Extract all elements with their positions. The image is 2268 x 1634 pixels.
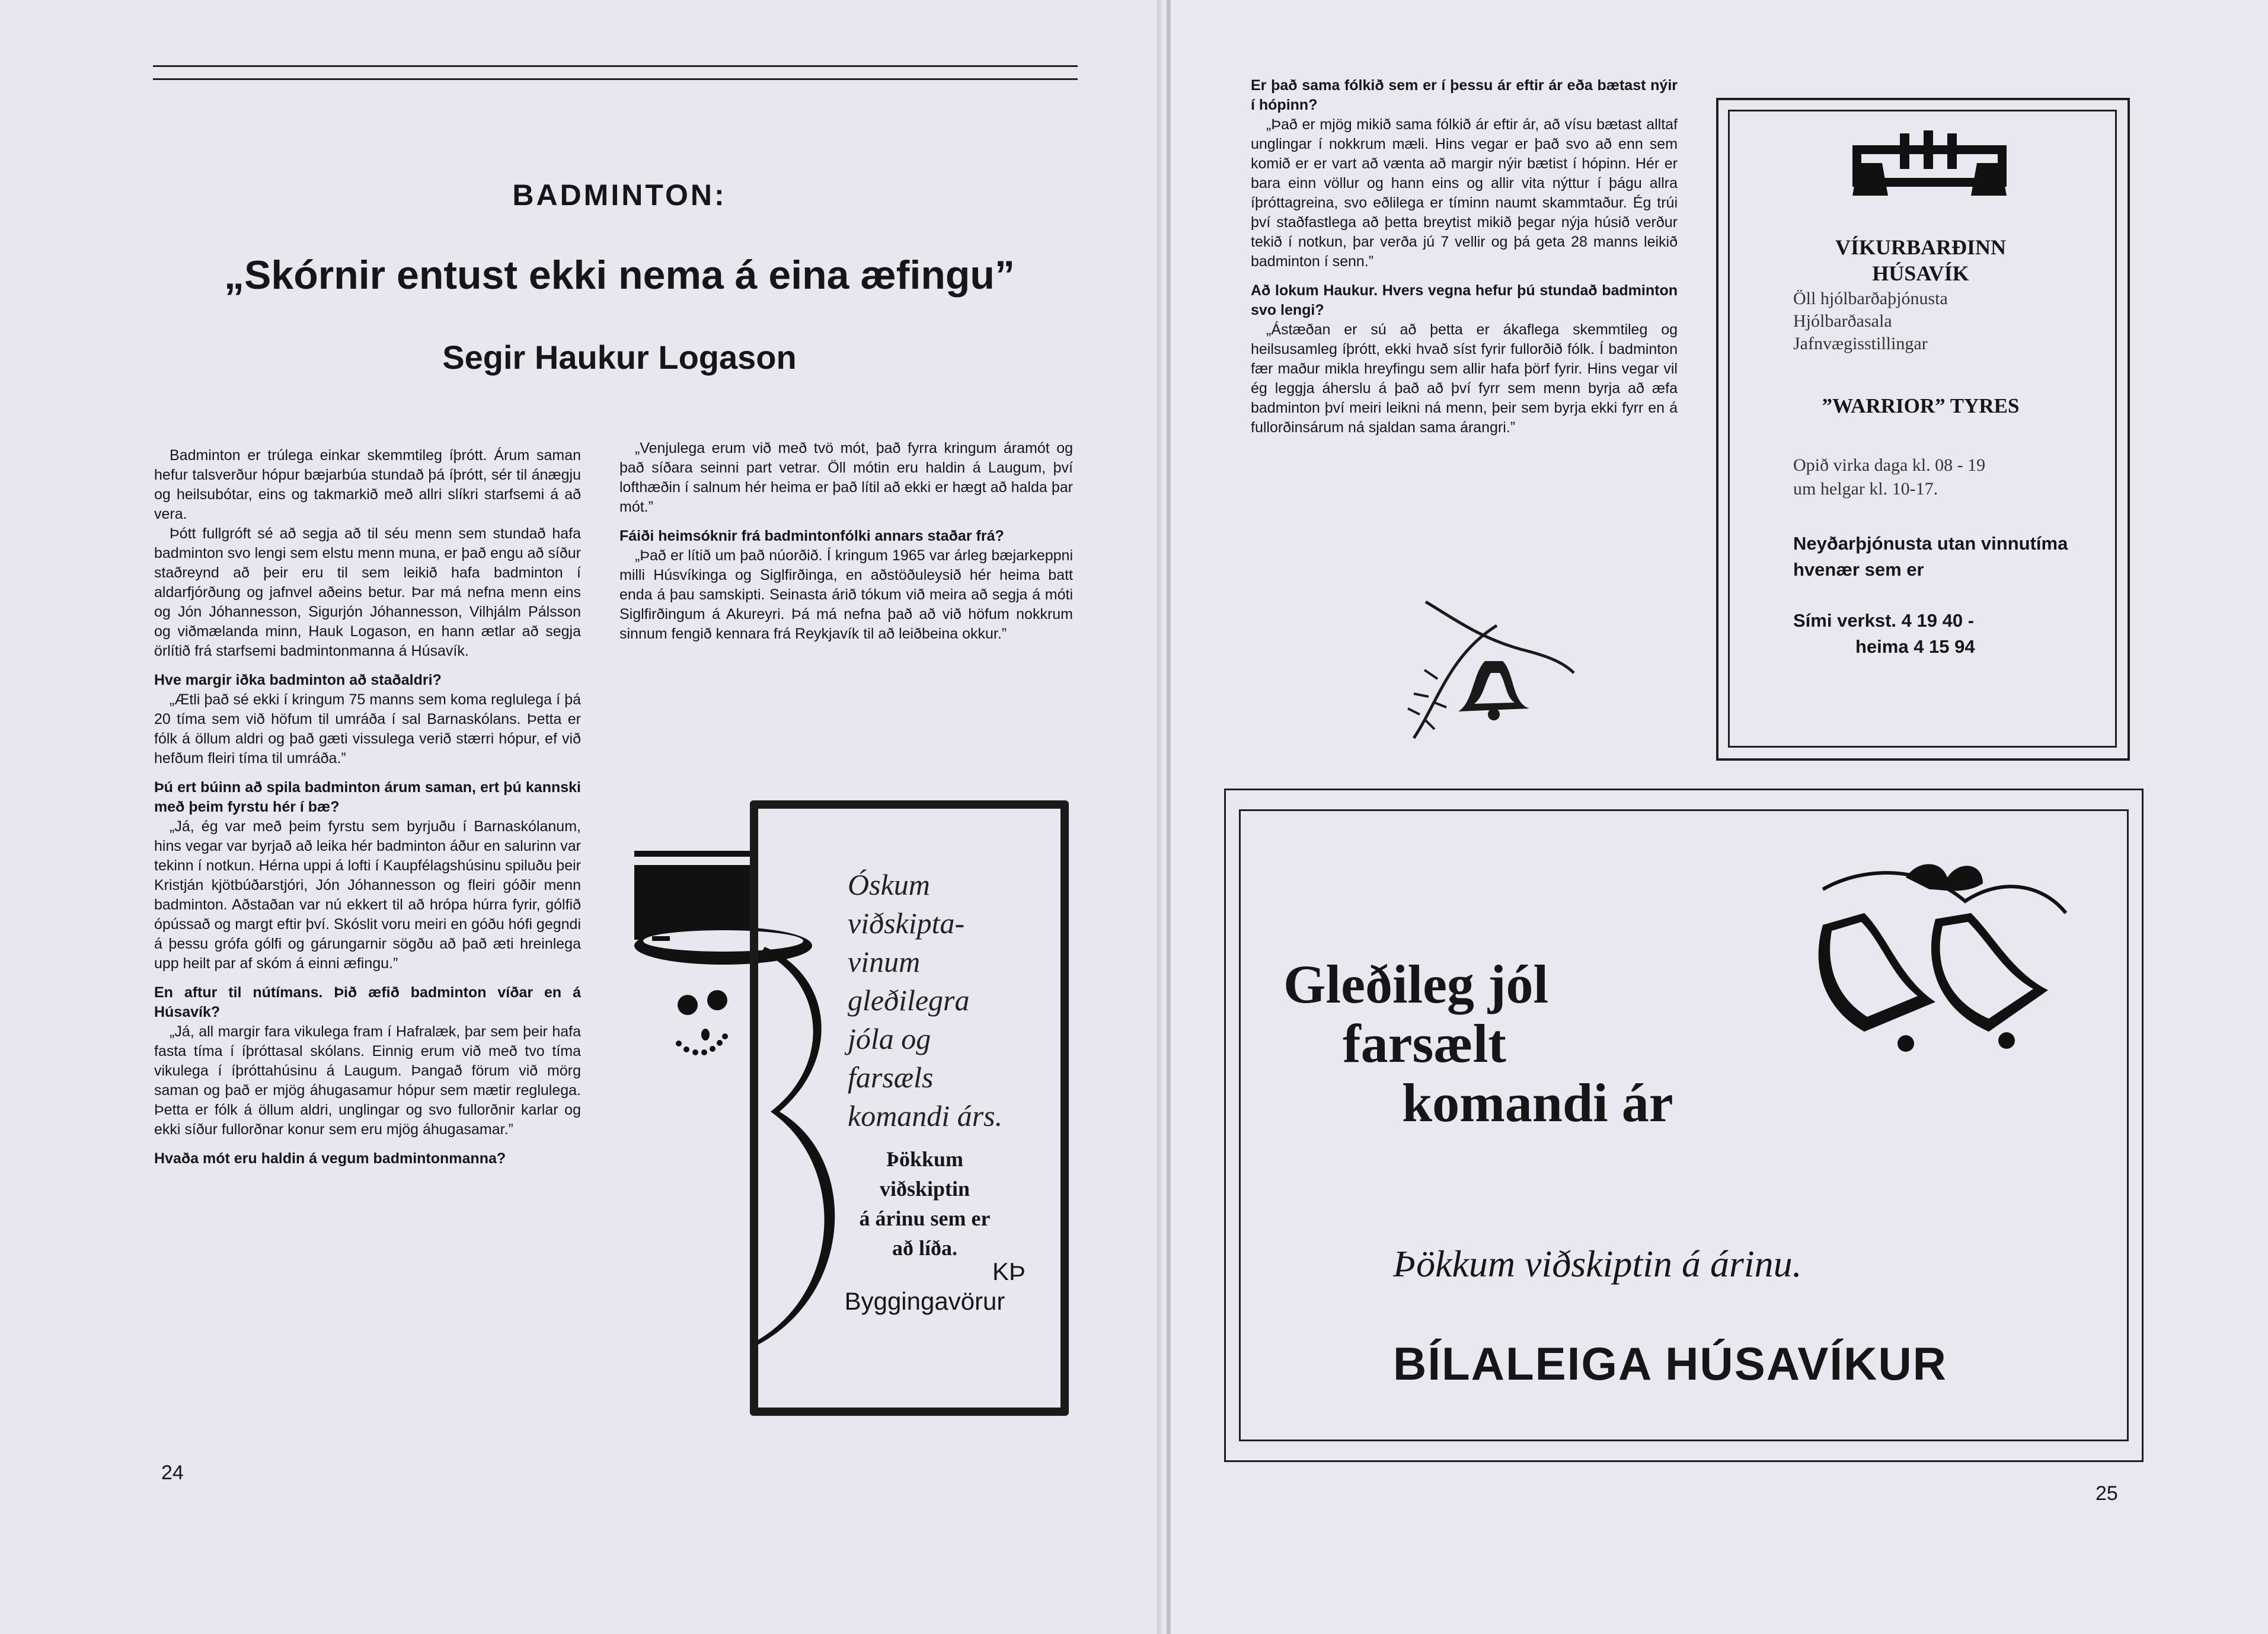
header-rule-bottom	[153, 78, 1078, 80]
interview-question: Er það sama fólkið sem er í þessu ár eftir ár eða bætast nýir í hópinn?	[1251, 77, 1678, 113]
paragraph: „Það er mjög mikið sama fólkið ár eftir ár, að vísu bætast alltaf unglingar í nokkrum mæli. Hins vegar er það svo að enn sem komið er er vart að vænta að margir nýir bætist í hópinn. Hér er bara einn völlur og hann eins og allir vita nýttur í þágu allra íþróttagreina, svo eðlilega er tíminn naumt skammtaður. Ég trúi því staðfastlega að þetta breytist mikið þegar nýja húsið verður tekið í notkun, þar verða jú 7 vellir og þá geta 28 manns leikið badminton í senn.”	[1251, 116, 1678, 270]
card-greeting-line: Óskum	[848, 868, 930, 901]
kb-logo-name: Byggingavörur	[844, 1287, 1005, 1315]
card-greeting-line: gleðilegra	[848, 984, 970, 1017]
service-item: Öll hjólbarðaþjónusta	[1793, 289, 1948, 308]
card-greeting-line: vinum	[848, 945, 921, 978]
card-logo	[818, 1257, 1031, 1316]
page-number: 24	[161, 1461, 184, 1484]
kb-logo-mark: KÞ	[992, 1258, 1026, 1285]
card-thanks-line: Þökkum	[886, 1147, 964, 1171]
card-greeting	[848, 866, 1043, 1135]
greeting-line-1: Gleðileg jól	[1283, 954, 1549, 1014]
hours-line: um helgar kl. 10-17.	[1793, 479, 1938, 499]
card-greeting-line: viðskipta-	[848, 907, 965, 940]
greeting-line-3: komandi ár	[1402, 1073, 1673, 1133]
card-thanks	[818, 1144, 1031, 1263]
section-title: BADMINTON:	[512, 178, 727, 212]
paragraph: „Venjulega erum við með tvö mót, það fyrra kringum áramót og það síðara seinni part vetrar. Öll mótin eru haldin á Laugum, því lofthæðin í salnum hér heima er það lítil að ekki er hægt að halda þar mót.”	[619, 440, 1073, 515]
company-name: VÍKURBARÐINN	[1835, 235, 2007, 259]
interview-question: Hve margir iðka badminton að staðaldri?	[154, 672, 442, 688]
phone-home: heima 4 15 94	[1855, 636, 1975, 657]
service-item: Jafnvægisstillingar	[1793, 334, 1928, 353]
interview-question: Þú ert búinn að spila badminton árum saman, ert þú kannski með þeim fyrstu hér í bæ?	[154, 779, 581, 815]
christmas-card-kb	[628, 777, 1079, 1429]
vikurbardinn-ad	[1716, 98, 2125, 756]
right-page	[1171, 0, 2268, 1634]
page-number: 25	[2095, 1482, 2118, 1505]
bilaleiga-ad	[1224, 789, 2140, 1459]
interview-question: En aftur til nútímans. Þið æfið badminton víðar en á Húsavík?	[154, 984, 581, 1020]
card-greeting-line: komandi árs.	[848, 1099, 1003, 1132]
ad-heading	[1716, 234, 2125, 286]
greeting-line-2: farsælt	[1343, 1013, 1506, 1074]
company-town: HÚSAVÍK	[1872, 261, 1969, 285]
article-byline: Segir Haukur Logason	[442, 339, 797, 376]
interview-question: Fáiði heimsóknir frá badmintonfólki annars staðar frá?	[619, 528, 1004, 544]
bells-candles-icon	[1847, 127, 2013, 205]
card-greeting-line: jóla og	[848, 1022, 931, 1055]
christmas-bells-icon	[1787, 854, 2072, 1085]
paragraph: „Já, all margir fara vikulega fram í Hafralæk, þar sem þeir hafa fasta tíma í íþróttasal skólans. Einnig erum við með tvo tíma vikulega í íþróttahúsinu á Laugum. Þangað förum við mörg saman og það er mjög áhugasamur hópur sem mætir reglulega. Þetta er fólk á öllum aldri, unglingar og svo fullorðnir karlar og ekki síður fullorðnar konur sem eru mjög áhugasamar.”	[154, 1023, 581, 1138]
interview-question: Að lokum Haukur. Hvers vegna hefur þú stundað badminton svo lengi?	[1251, 282, 1678, 318]
paragraph: „Já, ég var með þeim fyrstu sem byrjuðu í Barnaskólanum, hins vegar var byrjað að leika hér badminton áður en salurinn var tekinn í notkun. Hérna uppi á lofti í Kaupfélagshúsinu spiluðu þeir Kristján kjötbúðarstjóri, Jón Jóhannesson og fleiri góðir menn badminton. Aðstaðan var nú ekkert til að hrópa húrra fyrir, gólfið ópússað og margt eftir því. Skóslit voru meiri en góðu hófi gegndi á þessu grófa gólfi og gárungarnir sögðu að það æti hreinlega upp heilt par af skóm á einni æfingu.”	[154, 818, 581, 972]
hours-line: Opið virka daga kl. 08 - 19	[1793, 455, 1986, 475]
card-thanks-line: á árinu sem er	[859, 1207, 991, 1230]
services-list	[1793, 288, 2101, 355]
paragraph: „Ætli það sé ekki í kringum 75 manns sem koma reglulega í þá 20 tíma sem við höfum til umráða í sal Barnaskólans. Þetta er fólk á öllum aldri og það gæti vissulega verið stærri hópur, ef við hefðum fleiri tíma til umráða.”	[154, 691, 581, 767]
emergency-service: Neyðarþjónusta utan vinnutíma hvenær sem er	[1793, 533, 2068, 580]
card-greeting-line: farsæls	[848, 1061, 934, 1094]
phone-numbers	[1793, 608, 2101, 660]
thanks-line: Þökkum viðskiptin á árinu.	[1393, 1243, 1802, 1285]
header-rule-top	[153, 65, 1078, 67]
article-column-3	[1251, 66, 1678, 438]
article-column-1	[154, 446, 581, 1169]
company-name: BÍLALEIGA HÚSAVÍKUR	[1393, 1338, 1947, 1390]
brand-name: ”WARRIOR” TYRES	[1822, 394, 2020, 417]
paragraph: „Ástæðan er sú að þetta er ákaflega skemmtileg og heilsusamleg íþrótt, ekki hvað síst fyrir fullorðið fólk. Í badminton fær maður mikla hreyfingu sem allir hafa þörf fyrir. Hins vegar vil ég leggja áherslu á það að því fyrr sem menn byrja að æfa badminton því meiri leikni ná menn, þeir sem byrja ekki fyrr en á fullorðinsárum ná sjaldan sama árangri.”	[1251, 321, 1678, 436]
article-title: „Skórnir entust ekki nema á eina æfingu”	[224, 253, 1015, 298]
paragraph: „Það er lítið um það núorðið. Í kringum 1965 var árleg bæjarkeppni milli Húsvíkinga og Siglfirðinga, en aðstöðuleysið hér heima batt enda á þau samskipti. Seinasta árið tókum við meira að segja á móti Siglfirðingum á Akureyri. Þá má nefna það að við höfum nokkrum sinnum fengið kennara frá Reykjavík til að leiðbeina okkur.”	[619, 547, 1073, 642]
opening-hours	[1793, 454, 2113, 501]
card-thanks-line: viðskiptin	[879, 1177, 970, 1201]
paragraph: Badminton er trúlega einkar skemmtileg íþrótt. Árum saman hefur talsverður hópur bæjarbúa stundað þá íþrótt, sér til ánægju og heilsubótar, eins og takmarkið með allri slíkri starfsemi á að vera.	[154, 447, 581, 522]
card-thanks-line: að líða.	[892, 1236, 957, 1260]
service-item: Hjólbarðasala	[1793, 311, 1892, 331]
interview-question: Hvaða mót eru haldin á vegum badmintonmanna?	[154, 1150, 506, 1167]
paragraph: Þótt fullgróft sé að segja að til séu menn sem stundað hafa badminton svo lengi sem elstu menn muna, er það engu að síður staðreynd að þeir eru til sem leikið hafa badminton í aldarfjórðung og jafnvel aðeins betur. Þar má nefna menn eins og Jón Jóhannesson, Sigurjón Jóhannesson, Vilhjálm Pálsson og viðmælanda minn, Hauk Logason, en hann ætlar að segja örlítið frá starfsemi badmintonmanna á Húsavík.	[154, 525, 581, 659]
phone-workshop: Sími verkst. 4 19 40 -	[1793, 610, 1975, 631]
bell-ornament-icon	[1402, 584, 1580, 744]
article-column-2	[619, 439, 1073, 644]
